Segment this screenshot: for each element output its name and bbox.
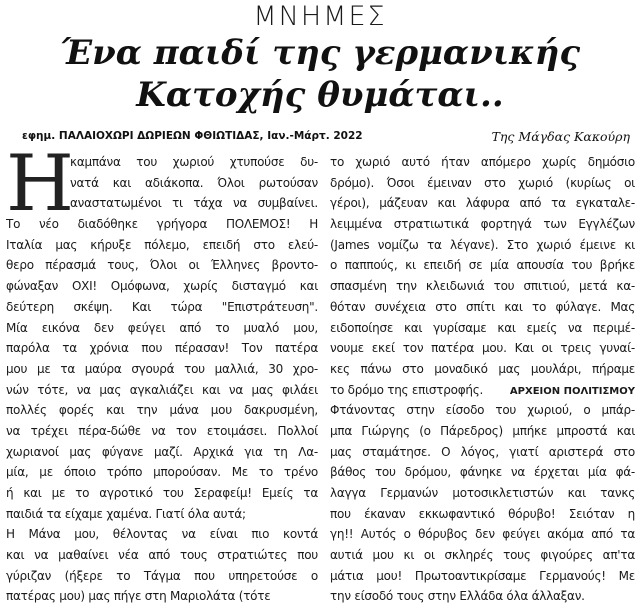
text-line: Το νέο διαδόθηκε γρήγορα ΠΟΛΕΜΟΣ! Η bbox=[6, 217, 318, 232]
article-column-right bbox=[330, 152, 635, 607]
text-line: την είσοδό τους στην Ελλάδα όλα άλλαξαν. bbox=[330, 589, 585, 604]
text-line: γύριζαν (ήξερε το Τάγμα που υπηρετούσε ο bbox=[6, 568, 318, 583]
text-line: θόταν συνέχεια στο σπίτι και το φύλαγε. Μας bbox=[330, 299, 635, 314]
text-line: πολλές φορές και την μάνα μου δακρυσμένη, bbox=[6, 403, 318, 418]
text-line: ειδοποίησε και γυρίσαμε και εμείς να περιμέ- bbox=[330, 320, 635, 335]
text-line: κες πάνω στο μοναδικό μας μουλάρι, πήραμε bbox=[330, 361, 635, 376]
text-line: γέροι), μάζευαν και λάφυρα από τα εγκαταλε- bbox=[330, 196, 635, 211]
text-line: μας σταμάτησε. Ο λόγος, γιατί αριστερά στο bbox=[330, 444, 635, 459]
text-line: αυτιά μου κι οι σκληρές τους φιγούρες απ'τα bbox=[330, 548, 635, 563]
section-label: ΜΝΗΜΕΣ bbox=[253, 1, 387, 32]
text-line: νατά και αδιάκοπα. Όλοι ρωτούσαν bbox=[70, 175, 318, 190]
text-line: και να μαθαίνει νέα από τους στρατιώτες που bbox=[6, 548, 318, 563]
right-column-text-continued bbox=[330, 400, 635, 607]
text-line: μάτια μου! Πρωτοαντικρίσαμε Γερμανούς! Με bbox=[330, 568, 635, 583]
author-byline: Της Μάγδας Κακούρη bbox=[491, 129, 630, 144]
text-line: Φτάνοντας στην είσοδο του χωριού, ο μπάρ- bbox=[330, 403, 635, 418]
text-line: παιδιά τα είχαμε χαμένα. Γιατί όλα αυτά; bbox=[6, 506, 246, 521]
text-line: σπασμένη την κλειδωνιά του σπιτιού, μετά κα- bbox=[330, 279, 635, 294]
text-line: ή και με το αγροτικό του Σεραφείμ! Εμείς τα bbox=[6, 486, 318, 500]
headline-line-1: Ένα παιδί της γερμανικής bbox=[59, 33, 581, 73]
text-line: Η Μάνα μου, θέλοντας να είναι πιο κοντά bbox=[6, 527, 318, 542]
article-column-left bbox=[6, 139, 318, 607]
text-line: μπα Γιώργης (ο Πάρεδρος) μπήκε μπροστά και bbox=[330, 423, 635, 438]
text-line: που έκαναν εκκωφαντικό θόρυβο! Σειόταν η bbox=[330, 506, 635, 521]
text-line: πατέρας μου) μας πήγε στη Μαριολάτα (τότε bbox=[6, 589, 271, 604]
text-line: Ιταλία μας κήρυξε πόλεμο, επειδή στο ελεύ- bbox=[6, 237, 318, 252]
text-line: χωριανοί μας φύγανε μαζί. Αρχικά για τη Λα- bbox=[6, 444, 318, 459]
text-line: δρόμο). Όσοι έμειναν στο χωριό (κυρίως οι bbox=[330, 175, 635, 190]
text-line: αναστατωμένοι τι τάχα να συμβαίνει. bbox=[70, 196, 318, 211]
closing-line-with-credit bbox=[330, 380, 635, 401]
text-line: καμπάνα του χωριού χτυπούσε δυ- bbox=[70, 155, 318, 169]
text-line: ο παππούς, κι επειδή σε μία απουσία του βρήκε bbox=[330, 258, 635, 273]
text-line: το δρόμο της επιστροφής. bbox=[330, 382, 484, 397]
drop-cap: Η bbox=[6, 139, 74, 229]
text-line: Μία εικόνα δεν φεύγει από το μυαλό μου, bbox=[6, 320, 318, 335]
text-line: να τρέχει πέρα-δώθε να τον ετοιμάσει. Πολλοί bbox=[6, 423, 318, 438]
text-line: παρόλα τα χρόνια που πέρασαν! Τον πατέρα bbox=[6, 341, 318, 356]
photo-credit: ΑΡΧΕΙΟΝ ΠΟΛΙΤΙΣΜΟΥ bbox=[509, 385, 635, 397]
article-headline bbox=[0, 32, 640, 116]
text-line: το χωριό αυτό ήταν απόμερο χωρίς δημόσιο bbox=[330, 155, 635, 169]
right-column-text bbox=[330, 152, 635, 380]
text-line: λειμμένα στρατιωτικά φορτηγά των Εγγλέζων bbox=[330, 217, 635, 232]
text-line: λαγγα Γερμανών μοτοσικλετιστών και τανκς bbox=[330, 486, 635, 500]
text-line: δεύτερη σκέψη. Και τώρα "Επιστράτευση". bbox=[6, 299, 318, 314]
source-line: εφημ. ΠΑΛΑΙΟΧΩΡΙ ΔΩΡΙΕΩΝ ΦΘΙΩΤΙΔΑΣ, Ιαν.-Μάρτ. 2022 bbox=[22, 130, 363, 142]
headline-line-2: Κατοχής θυμάται.. bbox=[136, 75, 504, 115]
text-line: νουμε εκεί τον πατέρα μου. Και οι τρεις γυναί- bbox=[330, 341, 635, 356]
text-line: μία, με όποιο τρόπο μπορούσαν. Με το τρένο bbox=[6, 465, 318, 480]
text-line: νών τότε, να μας αγκαλιάζει και να μας φιλάει bbox=[6, 382, 318, 397]
text-line: (James νομίζω τα λέγανε). Στο χωριό έμεινε κι bbox=[330, 237, 635, 252]
text-line: θερο πέρασμά τους, Όλοι οι Έλληνες βροντο- bbox=[6, 258, 318, 273]
text-line: βάθος του δρόμου, φάνηκε να έρχεται μία φά- bbox=[330, 465, 635, 480]
text-line: μου με τα μαύρα σγουρά του μαλλιά, 30 χρο- bbox=[6, 361, 318, 376]
text-line: φώναξαν ΟΧΙ! Ομόφωνα, χωρίς δισταγμό και bbox=[6, 279, 318, 294]
text-line: γη!! Αυτός ο θόρυβος δεν φεύγει ακόμα από τα bbox=[330, 527, 635, 542]
